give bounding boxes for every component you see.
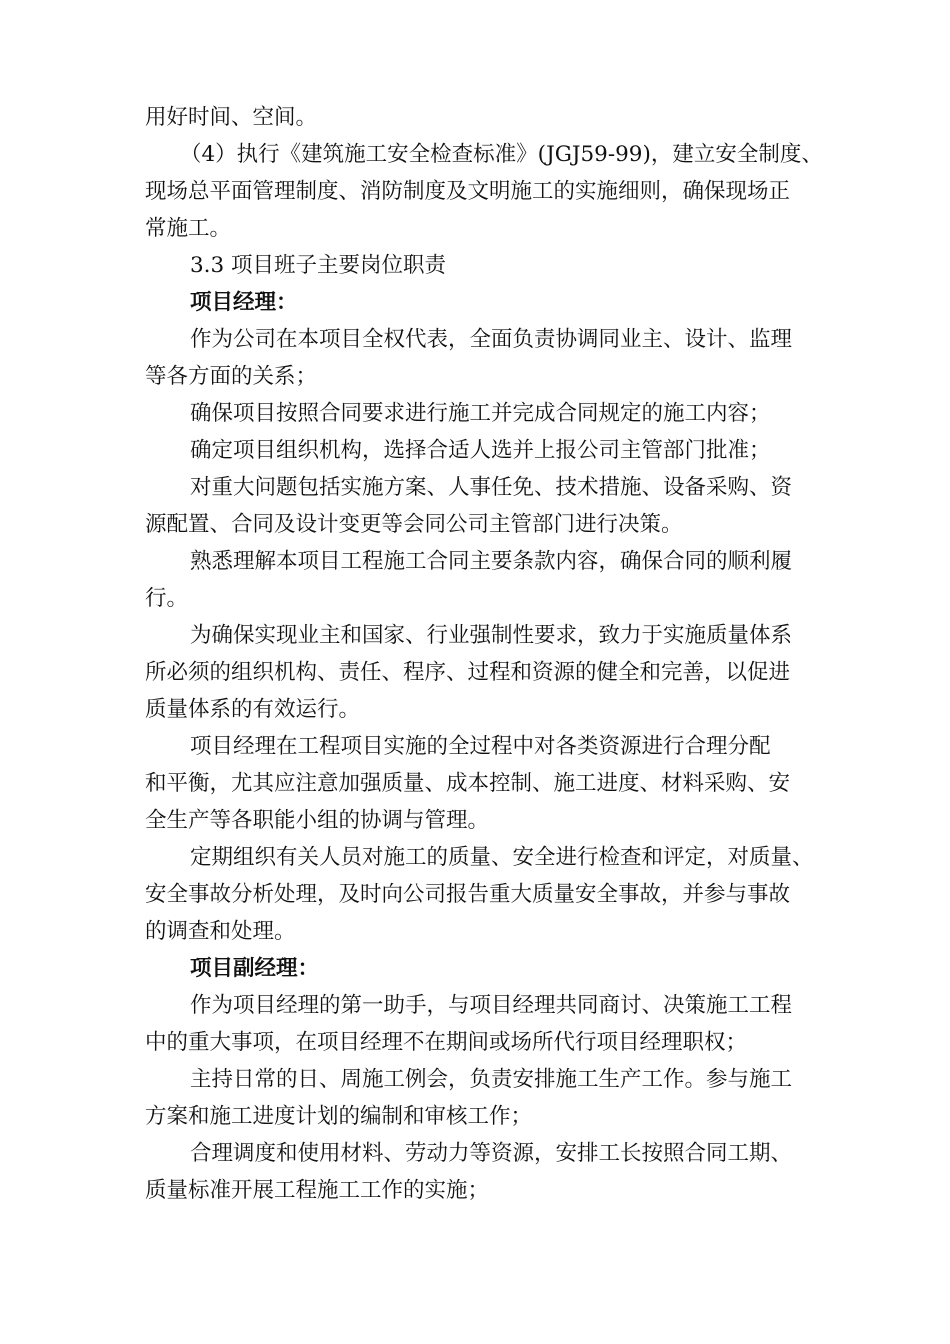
text-line: 中的重大事项，在项目经理不在期间或场所代行项目经理职权； [145,1030,748,1055]
text-line: 定期组织有关人员对施工的质量、安全进行检查和评定，对质量、 [190,845,814,870]
text-line: 现场总平面管理制度、消防制度及文明施工的实施细则，确保现场正 [145,179,791,204]
text-line: 确保项目按照合同要求进行施工并完成合同规定的施工内容； [190,401,771,426]
text-line: 源配置、合同及设计变更等会同公司主管部门进行决策。 [145,512,683,537]
text-line: 质量标准开展工程施工工作的实施； [145,1178,490,1203]
text-line: （4）执行《建筑施工安全检查标准》(JGJ59-99)，建立安全制度、 [180,142,823,167]
text-line: 为确保实现业主和国家、行业强制性要求，致力于实施质量体系 [190,623,793,648]
text-line: 全生产等各职能小组的协调与管理。 [145,808,490,833]
text-line: 质量体系的有效运行。 [145,697,361,722]
text-line: 方案和施工进度计划的编制和审核工作； [145,1104,533,1129]
text-line: 的调查和处理。 [145,919,296,944]
text-line: 作为公司在本项目全权代表，全面负责协调同业主、设计、监理 [190,327,793,352]
section-heading: 3.3 项目班子主要岗位职责 [190,253,447,278]
text-line: 确定项目组织机构，选择合适人选并上报公司主管部门批准； [190,438,771,463]
text-line: 行。 [145,586,189,611]
text-line: 主持日常的日、周施工例会，负责安排施工生产工作。参与施工 [190,1067,793,1092]
text-line: 和平衡，尤其应注意加强质量、成本控制、施工进度、材料采购、安 [145,771,791,796]
subsection-heading: 项目副经理： [190,956,320,981]
subsection-heading: 项目经理： [190,290,298,315]
text-line: 所必须的组织机构、责任、程序、过程和资源的健全和完善，以促进 [145,660,791,685]
text-line: 用好时间、空间。 [145,105,318,130]
text-line: 项目经理在工程项目实施的全过程中对各类资源进行合理分配 [190,734,771,759]
text-line: 熟悉理解本项目工程施工合同主要条款内容，确保合同的顺利履 [190,549,793,574]
text-line: 合理调度和使用材料、劳动力等资源，安排工长按照合同工期、 [190,1141,793,1166]
text-line: 安全事故分析处理，及时向公司报告重大质量安全事故，并参与事故 [145,882,791,907]
text-line: 等各方面的关系； [145,364,318,389]
text-line: 对重大问题包括实施方案、人事任免、技术措施、设备采购、资 [190,475,793,500]
text-line: 作为项目经理的第一助手，与项目经理共同商讨、决策施工工程 [190,993,793,1018]
text-line: 常施工。 [145,216,232,241]
